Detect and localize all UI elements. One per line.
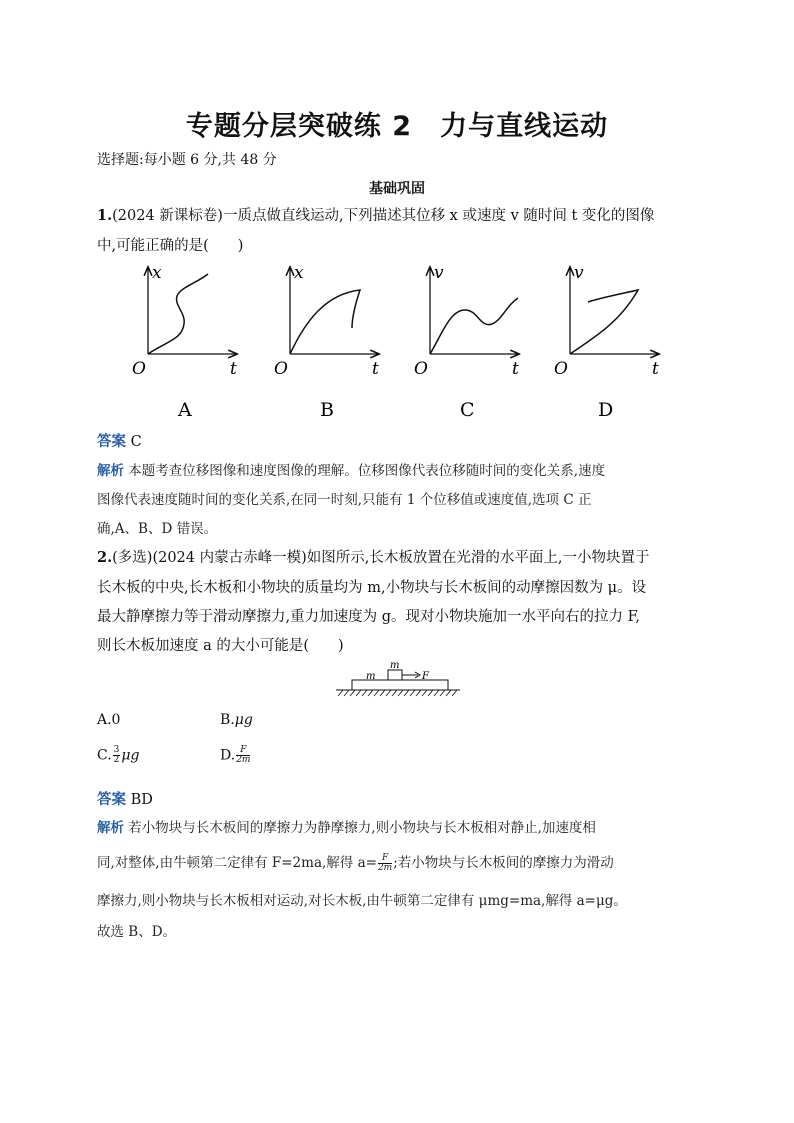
page-title: 专题分层突破练 2 力与直线运动 <box>185 111 609 142</box>
graph-d-y-label: v <box>574 263 584 283</box>
q2-stem-line1: 2.(多选)(2024 内蒙古赤峰一模)如图所示,长木板放置在光滑的水平面上,一小物块置于 <box>97 549 650 566</box>
graph-c-x-label: t <box>512 359 519 379</box>
graph-c-origin: O <box>414 359 428 379</box>
graph-c-letter: C <box>460 399 475 421</box>
q2-option-b: B.μg <box>220 712 253 728</box>
graph-b-y-label: x <box>294 263 304 283</box>
section-heading: 基础巩固 <box>369 181 425 197</box>
graph-b-curve <box>290 290 360 354</box>
graph-d-origin: O <box>554 359 568 379</box>
graph-a-curve <box>148 274 208 354</box>
graph-b <box>274 263 379 421</box>
q2-explanation-line1: 解析 若小物块与长木板间的摩擦力为静摩擦力,则小物块与长木板相对静止,加速度相 <box>97 820 596 836</box>
force-label: F <box>422 671 429 682</box>
q2-answer: 答案 BD <box>97 791 153 808</box>
q2-explanation-line2: 同,对整体,由牛顿第二定律有 F=2ma,解得 a= $\frac{F}{2m}$ ;若小物块与长木板间的摩擦力为滑动 <box>97 853 614 873</box>
q2-answer-value: BD <box>130 792 153 808</box>
q1-explanation-line1: 解析 本题考查位移图像和速度图像的理解。位移图像代表位移随时间的变化关系,速度 <box>97 463 606 479</box>
graph-d <box>554 263 659 421</box>
q1-explanation-line2: 图像代表速度随时间的变化关系,在同一时刻,只能有 1 个位移值或速度值,选项 C 正 <box>97 492 592 508</box>
q2-option-c: C. $\frac{3}{2}$ μg <box>97 745 140 765</box>
graph-a-x-label: t <box>230 359 237 379</box>
q1-stem-line2: 中,可能正确的是( ) <box>97 238 244 254</box>
q2-explanation-line4: 故选 B、D。 <box>97 924 177 940</box>
graph-a-y-label: x <box>152 263 162 283</box>
q1-answer-value: C <box>130 434 142 450</box>
q1-number: 1. <box>97 207 113 224</box>
q1-explanation-line3: 确,A、B、D 错误。 <box>97 521 218 537</box>
graph-a-letter: A <box>178 399 192 421</box>
graph-c <box>414 263 519 421</box>
graph-d-curve <box>570 290 638 354</box>
block-mass-label: m <box>390 660 400 671</box>
graph-c-curve <box>430 298 518 354</box>
graph-a <box>132 263 237 421</box>
q2-stem-line2: 长木板的中央,长木板和小物块的质量均为 m,小物块与长木板间的动摩擦因数为 μ。设 <box>97 580 647 596</box>
q2-stem-line4: 则长木板加速度 a 的大小可能是( ) <box>97 638 344 654</box>
q1-graphs <box>120 262 680 427</box>
q2-figure <box>334 658 462 702</box>
graph-b-letter: B <box>320 399 334 421</box>
small-block <box>388 670 402 680</box>
board-mass-label: m <box>366 671 376 682</box>
q2-explanation-line3: 摩擦力,则小物块与长木板相对运动,对长木板,由牛顿第二定律有 μmg=ma,解得 a=μg。 <box>97 893 627 909</box>
q2-stem-line3: 最大静摩擦力等于滑动摩擦力,重力加速度为 g。现对小物块施加一水平向右的拉力 F, <box>97 609 641 625</box>
q2-option-d: D. $\frac{F}{2m}$ <box>220 745 251 765</box>
graph-d-letter: D <box>598 399 614 421</box>
q2-option-a: A.0 <box>97 712 121 728</box>
graph-b-origin: O <box>274 359 288 379</box>
graph-c-y-label: v <box>434 263 444 283</box>
score-note: 选择题:每小题 6 分,共 48 分 <box>97 152 277 168</box>
graph-d-x-label: t <box>652 359 659 379</box>
graph-a-origin: O <box>132 359 146 379</box>
graph-b-x-label: t <box>372 359 379 379</box>
q2-number: 2. <box>97 549 113 566</box>
q1-answer: 答案 C <box>97 433 142 450</box>
q1-stem-line1: 1.(2024 新课标卷)一质点做直线运动,下列描述其位移 x 或速度 v 随时间 t 变化的图像 <box>97 207 655 224</box>
